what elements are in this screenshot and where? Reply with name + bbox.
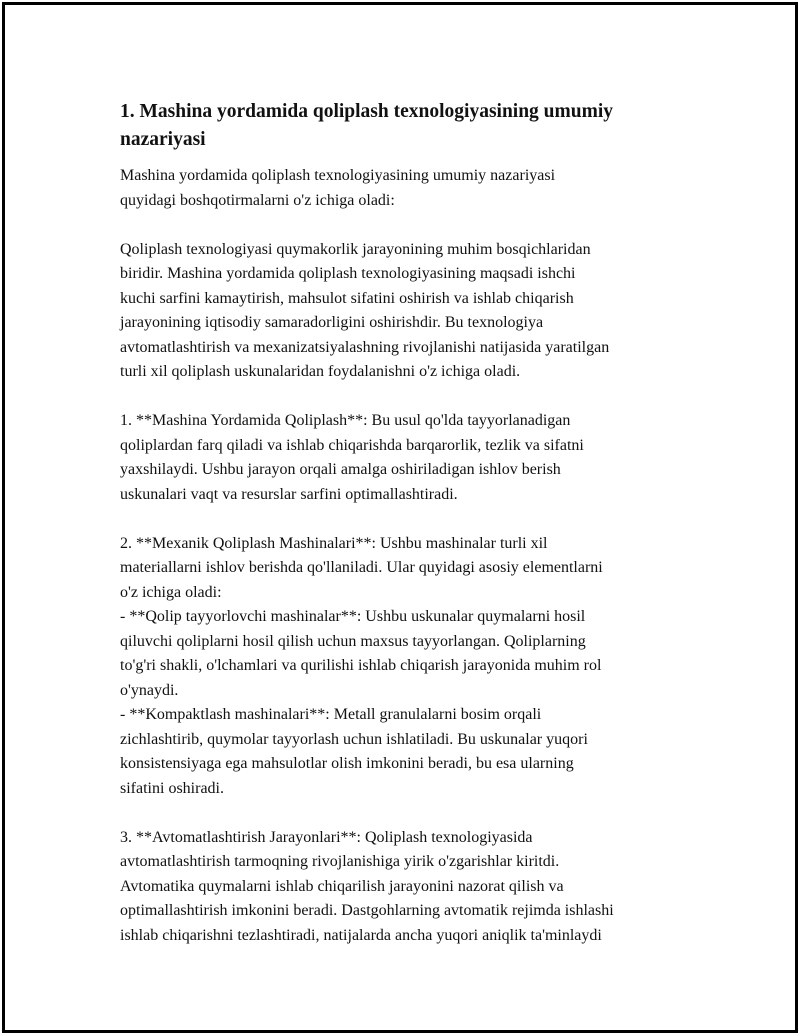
document-body <box>120 98 695 948</box>
list-item-automation: 3. **Avtomatlashtirish Jarayonlari**: Qoliplash texnologiyasida avtomatlashtirish tarmoqning rivojlanishiga yirik o'zgarishlar kiritdi. Avtomatika quymalarni ishlab chiqarilish jarayonini nazorat qilish va optimallashtirish imkonini beradi. Dastgohlarning avtomatik rejimda ishlashi ishlab chiqarishni tezlashtiradi, natijalarda ancha yuqori aniqlik ta'minlaydi <box>120 828 614 944</box>
list-item-machine-molding: 1. **Mashina Yordamida Qoliplash**: Bu usul qo'lda tayyorlanadigan qoliplardan farq qiladi va ishlab chiqarishda barqarorlik, tezlik va sifatni yaxshilaydi. Ushbu jarayon orqali amalga oshiriladigan ishlov berish uskunalari vaqt va resurslar sarfini optimallashtiradi. <box>120 412 584 503</box>
document-page <box>2 2 798 1033</box>
overview-paragraph: Qoliplash texnologiyasi quymakorlik jarayonining muhim bosqichlaridan biridir. Mashina yordamida qoliplash texnologiyasining maqsadi ishchi kuchi sarfini kamaytirish, mahsulot sifatini oshirish va ishlab chiqarish jarayonining iqtisodiy samaradorligini oshirishdir. Bu texnologiya avtomatlashtirish va mexanizatsiyalashning rivojlanishi natijasida yaratilgan turli xil qoliplash uskunalaridan foydalanishni o'z ichiga oladi. <box>120 240 610 380</box>
list-item-mechanical-machines: 2. **Mexanik Qoliplash Mashinalari**: Ushbu mashinalar turli xil materiallarni ishlov berishda qo'llaniladi. Ular quyidagi asosiy elementlarni o'z ichiga oladi: - **Qolip tayyorlovchi mashinalar**: Ushbu uskunalar quymalarni hosil qiluvchi qoliplarni hosil qilish uchun maxsus tayyorlangan. Qoliplarning to'g'ri shakli, o'lchamlari va qurilishi ishlab chiqarish jarayonida muhim rol o'ynaydi. - **Kompaktlash mashinalari**: Metall granulalarni bosim orqali zichlashtirib, quymolar tayyorlash uchun ishlatiladi. Bu uskunalar yuqori konsistensiyaga ega mahsulotlar olish imkonini beradi, bu esa ularning sifatini oshiradi. <box>120 534 603 797</box>
intro-paragraph: Mashina yordamida qoliplash texnologiyasining umumiy nazariyasi quyidagi boshqotirmalarni o'z ichiga oladi: <box>120 167 556 209</box>
section-title: 1. Mashina yordamida qoliplash texnologiyasining umumiy nazariyasi <box>120 101 614 150</box>
